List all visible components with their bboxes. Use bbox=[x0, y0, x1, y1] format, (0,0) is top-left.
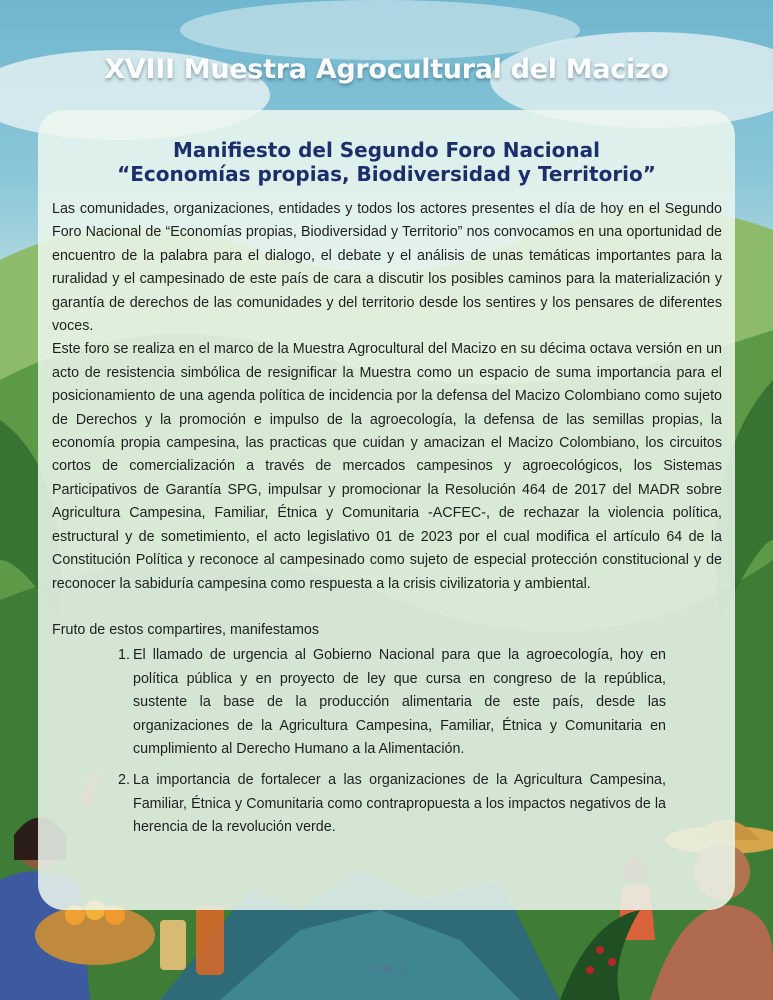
list-item-number: 2. bbox=[118, 772, 130, 789]
document-body bbox=[52, 198, 722, 848]
event-title: XVIII Muestra Agrocultural del Macizo bbox=[104, 54, 669, 85]
manifesto-list bbox=[52, 644, 722, 839]
manifesto-heading-line2: “Economías propias, Biodiversidad y Territorio” bbox=[117, 162, 656, 186]
paragraph-2: Este foro se realiza en el marco de la Muestra Agrocultural del Macizo en su décima octava versión en un acto de resistencia simbólica de resignificar la Muestra como un espacio de suma importancia para el posicionamiento de una agenda política de incidencia por la defensa del Macizo Colombiano como sujeto de Derechos y la promoción e impulso de la agroecología, la defensa de las semillas propias, la economía propia campesina, las practicas que cuidan y amacizan el Macizo Colombiano, los circuitos cortos de comercialización a través de mercados campesinos y agroecológicos, los Sistemas Participativos de Garantía SPG, impulsar y promocionar la Resolución 464 de 2017 del MADR sobre Agricultura Campesina, Familiar, Étnica y Comunitaria -ACFEC-, de rechazar la violencia política, estructural y de sometimiento, el acto legislativo 01 de 2023 por el cual modifica el artículo 64 de la Constitución Política y reconoce al campesinado como sujeto de especial protección constitucional y de reconocer la sabiduría campesina como respuesta a la crisis civilizatoria y ambiental. bbox=[52, 341, 722, 592]
manifesto-heading-line1: Manifiesto del Segundo Foro Nacional bbox=[173, 138, 600, 162]
list-item-text: La importancia de fortalecer a las organizaciones de la Agricultura Campesina, Familiar, Étnica y Comunitaria como contrapropuesta a los impactos negativos de la herencia de la revolución verde. bbox=[133, 772, 666, 836]
list-item bbox=[52, 769, 722, 839]
list-item-text: El llamado de urgencia al Gobierno Nacional para que la agroecología, hoy en política pública y en proyecto de ley que cursa en congreso de la república, sustente la base de la producción alimentaria de este país, desde las organizaciones de la Agricultura Campesina, Familiar, Étnica y Comunitaria en cumplimiento al Derecho Humano a la Alimentación. bbox=[133, 647, 666, 757]
list-item bbox=[52, 644, 722, 761]
list-intro: Fruto de estos compartires, manifestamos bbox=[52, 621, 319, 638]
page-number: 1 de 3 bbox=[368, 961, 405, 976]
spacer bbox=[52, 596, 722, 619]
paragraph-1: Las comunidades, organizaciones, entidades y todos los actores presentes el día de hoy en el Segundo Foro Nacional de “Economías propias, Biodiversidad y Territorio” nos convocamos en una oportunidad de encuentro de la palabra para el dialogo, el debate y el análisis de unas temáticas importantes para la ruralidad y el campesinado de este país de cara a discutir los posibles caminos para la materialización y garantía de derechos de las comunidades y del territorio desde los sentires y los pensares de diferentes voces. bbox=[52, 201, 722, 335]
list-item-number: 1. bbox=[118, 647, 130, 664]
